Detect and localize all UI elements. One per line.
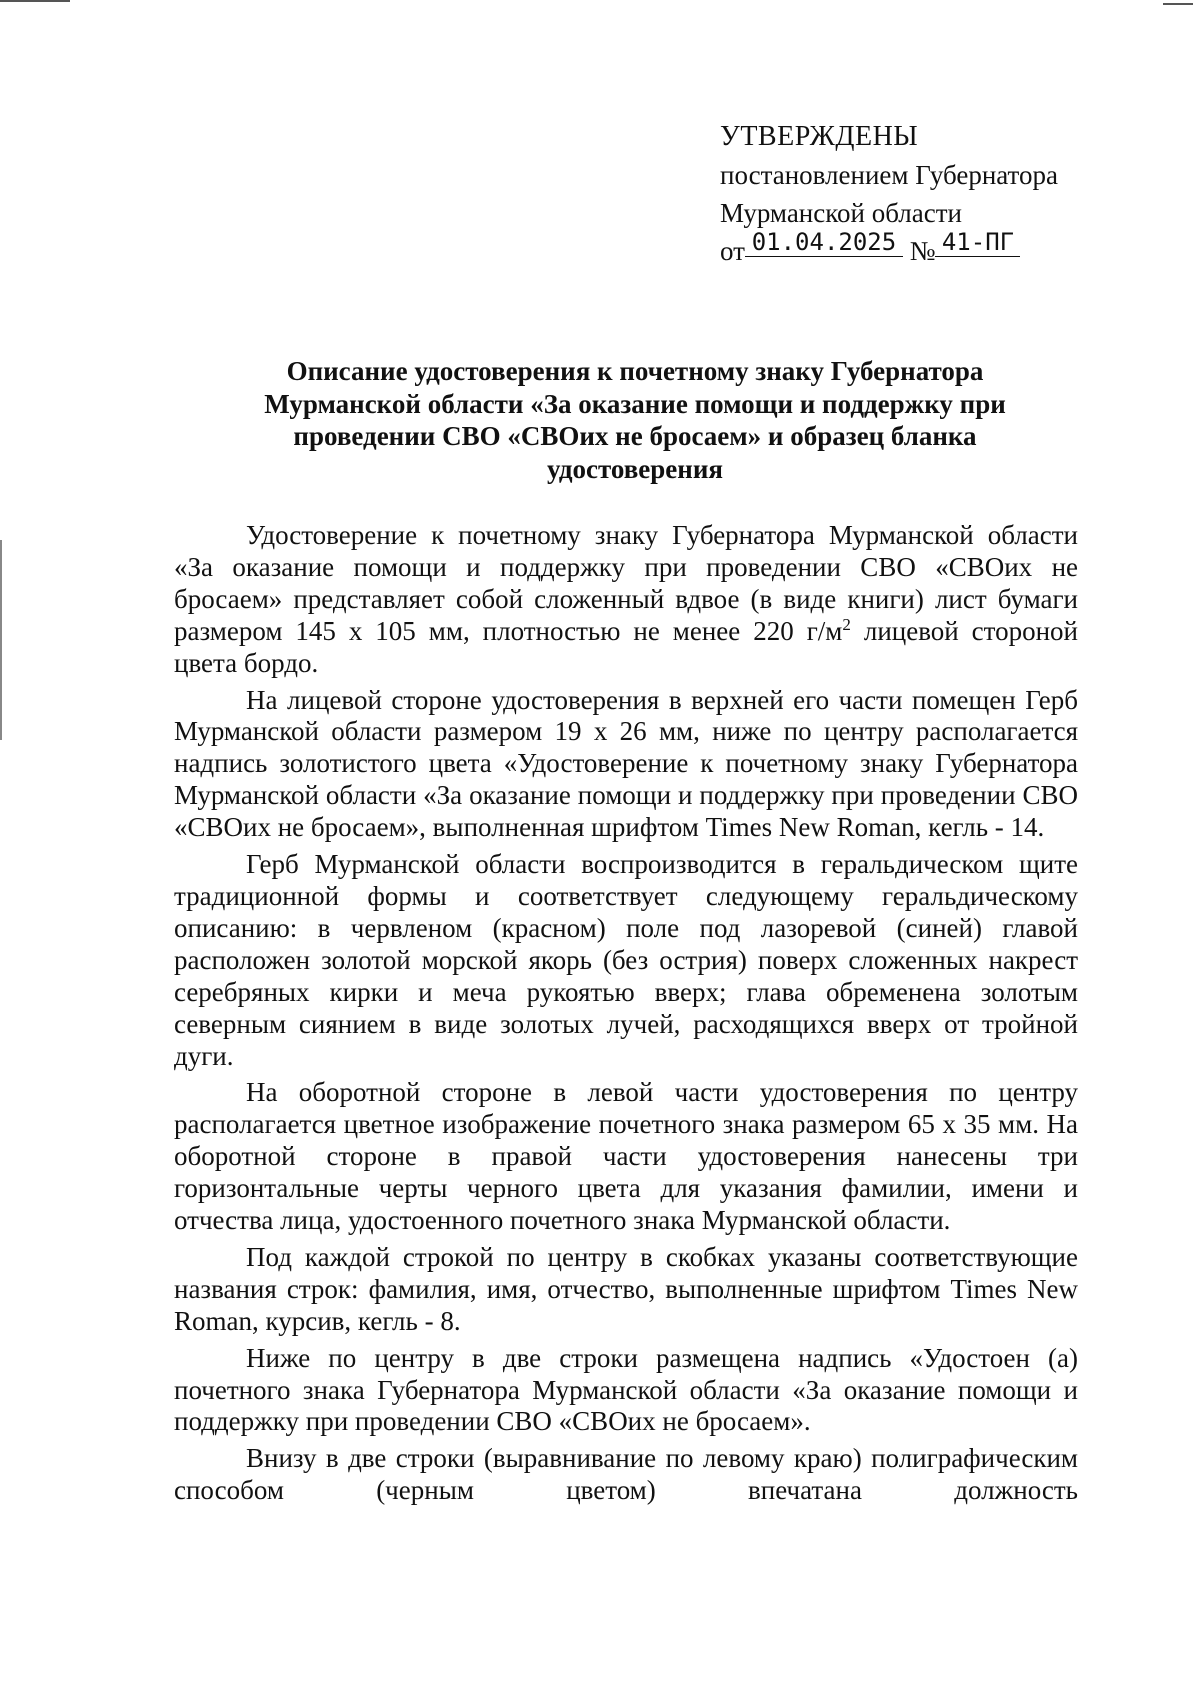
- title-line-2: Мурманской области «За оказание помощи и поддержку при: [264, 388, 1006, 419]
- paragraph-1: [174, 520, 1078, 680]
- date-prefix: от: [720, 236, 745, 266]
- approval-date-line: [720, 228, 1160, 270]
- document-title: [200, 355, 1070, 485]
- number-value: 41-ПГ: [935, 228, 1020, 257]
- paragraph-1-text-a: Удостоверение к почетному знаку Губернатора Мурманской области «За оказание помощи и поддержку при проведении СВО «СВОих не бросаем» представляет собой сложенный вдвое (в виде книги) лист бумаги размером 145 х 105 мм, плотностью не менее 220 г/м: [174, 520, 1078, 646]
- date-value: 01.04.2025: [745, 228, 903, 257]
- paragraph-7: Внизу в две строки (выравнивание по левому краю) полиграфическим способом (черным цветом) впечатана должность: [174, 1443, 1078, 1506]
- scan-mark-top-left: [0, 0, 70, 2]
- number-prefix: №: [909, 236, 936, 266]
- paragraph-6: Ниже по центру в две строки размещена надпись «Удостоен (а) почетного знака Губернатора Мурманской области «За оказание помощи и поддержку при проведении СВО «СВОих не бросаем».: [174, 1342, 1078, 1437]
- approval-line-1: постановлением Губернатора: [720, 160, 1058, 190]
- paragraph-1-superscript: 2: [842, 614, 851, 634]
- title-line-1: Описание удостоверения к почетному знаку Губернатора: [286, 356, 984, 386]
- title-line-3: проведении СВО «СВОих не бросаем» и образец бланка: [293, 421, 977, 451]
- paragraph-5: Под каждой строкой по центру в скобках указаны соответствующие названия строк: фамилия, имя, отчество, выполненные шрифтом Times New Roman, курсив, кегль - 8.: [174, 1241, 1078, 1336]
- paragraph-4: На оборотной стороне в левой части удостоверения по центру располагается цветное изображение почетного знака размером 65 х 35 мм. На оборотной стороне в правой части удостоверения нанесены три горизонтальные черты черного цвета для указания фамилии, имени и отчества лица, удостоенного почетного знака Мурманской области.: [174, 1077, 1078, 1236]
- approval-line-2: Мурманской области: [720, 198, 962, 228]
- paragraph-2: На лицевой стороне удостоверения в верхней его части помещен Герб Мурманской области размером 19 х 26 мм, ниже по центру располагается надпись золотистого цвета «Удостоверение к почетному знаку Губернатора Мурманской области «За оказание помощи и поддержку при проведении СВО «СВОих не бросаем», выполненная шрифтом Times New Roman, кегль - 14.: [174, 684, 1078, 843]
- document-body: [174, 520, 1078, 1512]
- paragraph-3: Герб Мурманской области воспроизводится в геральдическом щите традиционной формы и соответствует следующему геральдическому описанию: в червленом (красном) поле под лазоревой (синей) главой расположен золотой морской якорь (без острия) поверх сложенных накрест серебряных кирки и меча рукоятью вверх; глава обременена золотым северным сиянием в виде золотых лучей, расходящихся вверх от тройной дуги.: [174, 849, 1078, 1071]
- approval-head: УТВЕРЖДЕНЫ: [720, 121, 919, 152]
- approval-block: [720, 118, 1160, 270]
- title-line-4: удостоверения: [547, 453, 723, 484]
- scan-mark-left-edge: [0, 540, 2, 740]
- scan-mark-top-right: [1163, 3, 1193, 5]
- paragraph-1-text-b: лицевой стороной цвета бордо.: [174, 615, 1079, 678]
